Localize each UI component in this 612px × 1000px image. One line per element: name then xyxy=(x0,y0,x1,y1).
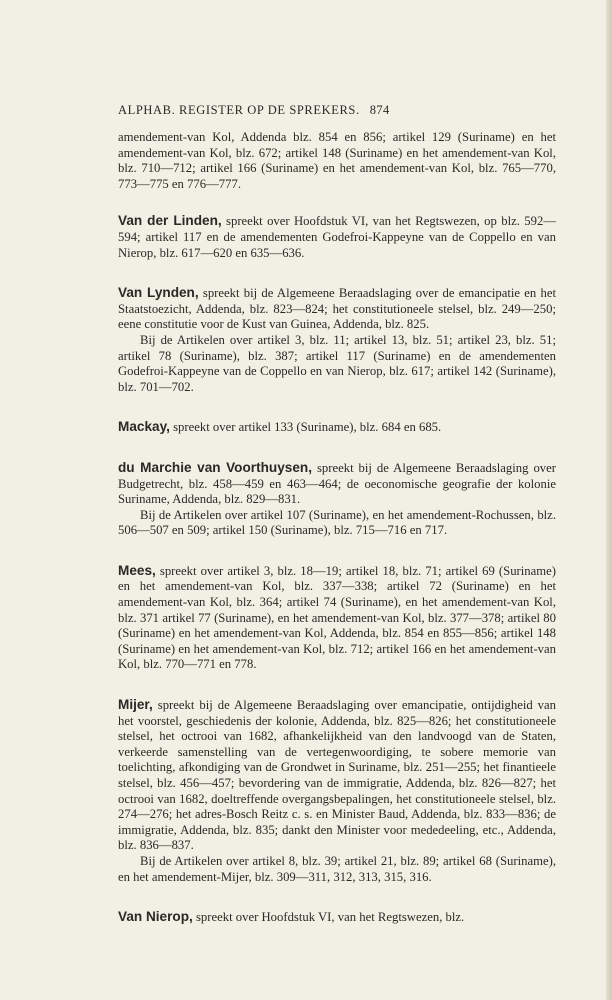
running-header xyxy=(118,103,390,118)
register-entry xyxy=(118,285,556,395)
entry-paragraph: Bij de Artikelen over artikel 8, blz. 39; artikel 21, blz. 89; artikel 68 (Suriname), en het amendement-Mijer, blz. 309—311, 312, 313, 315, 316. xyxy=(118,853,556,884)
entry-text: spreekt over artikel 133 (Suriname), blz. 684 en 685. xyxy=(173,420,442,435)
entry-text: spreekt over Hoofdstuk VI, van het Regtswezen, op blz. 592—594; artikel 117 en de amendementen Godefroi-Kappeyne van de Coppello en van Nierop, blz. 617—620 en 635—636. xyxy=(118,214,557,260)
header-title: ALPHAB. REGISTER OP DE SPREKERS. xyxy=(118,103,360,117)
speaker-name: Van Lynden, xyxy=(118,285,199,301)
register-entry xyxy=(118,213,556,261)
register-entry xyxy=(118,130,556,192)
entry-text: spreekt over Hoofdstuk VI, van het Regtswezen, blz. xyxy=(195,910,465,925)
entry-paragraph: amendement-van Kol, Addenda blz. 854 en 856; artikel 129 (Suriname) en het amendement-van Kol, blz. 672; artikel 148 (Suriname) en het amendement-van Kol, blz. 710—712; artikel 166 (Suriname) en het amendement-van Kol, blz. 765—770, 773—775 en 776—777. xyxy=(118,130,556,191)
register-text xyxy=(118,130,556,950)
page-number: 874 xyxy=(369,103,390,117)
register-entry xyxy=(118,563,556,673)
speaker-name: Van Nierop, xyxy=(118,909,193,925)
entry-text: spreekt over artikel 3, blz. 18—19; artikel 18, blz. 71; artikel 69 (Suriname) en het amendement-van Kol, blz. 337—338; artikel 72 (Suriname) en het amendement-van Kol, blz. 364; artikel 74 (Suriname), en het amendement-van Kol, blz. 371 artikel 77 (Suriname), en het amendement-van Kol, blz. 377—378; artikel 80 (Suriname) en het amendement-van Kol, Addenda, blz. 854 en 855—856; artikel 148 (Suriname) en het amendement-van Kol, blz. 712; artikel 166 en het amendement-van Kol, blz. 770—771 en 778. xyxy=(118,563,557,672)
register-entry xyxy=(118,419,556,436)
entry-paragraph xyxy=(118,419,556,436)
entry-paragraph xyxy=(118,909,556,926)
entry-paragraph xyxy=(118,285,556,333)
entry-text: spreekt bij de Algemeene Beraadslaging over emancipatie, ontijdigheid van het voorstel, geschiedenis der kolonie, Addenda, blz. 825—826; het constitutioneele stelsel, het octrooi van 1682, afhankelijkheid van den landvoogd van de Staten, verkeerde samenstelling van de vertegenwoordiging, te sobere memorie van toelichting, afkondiging van de Grondwet in Suriname, blz. 251—255; het finantieele stelsel, blz. 456—457; bevordering van de immigratie, Addenda, blz. 826—827; het octrooi van 1682, doeltreffende overgangsbepalingen, het constitutioneele stelsel, blz. 274—276; het adres-Bosch Reitz c. s. en Minister Baud, Addenda, blz. 833—836; de immigratie, Addenda, blz. 835; dankt den Minister voor mededeeling, etc., Addenda, blz. 836—837. xyxy=(118,698,557,853)
register-entry xyxy=(118,460,556,539)
speaker-name: Mackay, xyxy=(118,419,170,435)
speaker-name: Mijer, xyxy=(118,697,153,713)
page-edge xyxy=(606,0,612,1000)
entry-paragraph xyxy=(118,213,556,261)
speaker-name: Van der Linden, xyxy=(118,213,222,229)
entry-paragraph: Bij de Artikelen over artikel 107 (Suriname), en het amendement-Rochussen, blz. 506—507 en 509; artikel 150 (Suriname), blz. 715—716 en 717. xyxy=(118,507,556,538)
entry-text: spreekt bij de Algemeene Beraadslaging over Budgetrecht, blz. 458—459 en 463—464; de oeconomische geografie der kolonie Suriname, Addenda, blz. 829—831. xyxy=(118,460,556,507)
entry-paragraph xyxy=(118,697,556,854)
entry-paragraph xyxy=(118,460,556,508)
speaker-name: du Marchie van Voorthuysen, xyxy=(118,459,312,475)
register-entry xyxy=(118,909,556,926)
register-entry xyxy=(118,697,556,885)
entry-text: spreekt bij de Algemeene Beraadslaging over de emancipatie en het Staatstoezicht, Addenda, blz. 823—824; het constitutioneele stelsel, blz. 249—250; eene constitutie voor de Kust van Guinea, Addenda, blz. 825. xyxy=(118,286,556,332)
entry-paragraph: Bij de Artikelen over artikel 3, blz. 11; artikel 13, blz. 51; artikel 23, blz. 51; artikel 78 (Suriname), blz. 387; artikel 117 (Suriname) en de amendementen Godefroi-Kappeyne van de Coppello en van Nierop, blz. 617; artikel 142 (Suriname), blz. 701—702. xyxy=(118,332,556,394)
entry-paragraph xyxy=(118,563,556,673)
speaker-name: Mees, xyxy=(118,562,156,578)
